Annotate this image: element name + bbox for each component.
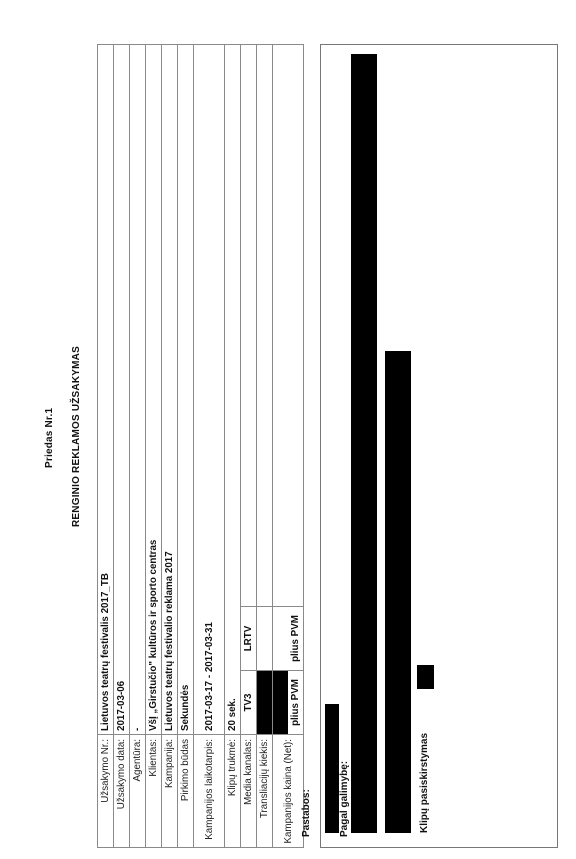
media-channel-label: Media kanalas: xyxy=(241,735,257,848)
purchase-method-label: Pirkimo būdas xyxy=(178,735,194,848)
channel-tv3: TV3 xyxy=(241,670,256,734)
client-value: VšĮ „Girstučio" kultūros ir sporto centras xyxy=(146,45,162,735)
document-title: RENGINIO REKLAMOS UŽSAKYMAS xyxy=(71,346,82,527)
agency-label: Agentūra: xyxy=(130,735,146,848)
order-table xyxy=(97,44,304,848)
campaign-period-label: Kampanijos laikotarpis: xyxy=(194,735,225,848)
campaign-value: Lietuvos teatrų festivalio reklama 2017 xyxy=(162,45,178,735)
annex-label: Priedas Nr.1 xyxy=(44,407,55,468)
purchase-method-value: Sekundės xyxy=(178,45,194,735)
table-row xyxy=(194,45,225,848)
table-row xyxy=(162,45,178,848)
order-date-label: Užsakymo data: xyxy=(114,735,130,848)
campaign-label: Kampanija: xyxy=(162,735,178,848)
redaction-block xyxy=(351,54,377,833)
client-label: Klientas: xyxy=(146,735,162,848)
price-lrtv: plius PVM xyxy=(290,615,301,662)
clip-duration-label: Klipų trukmė: xyxy=(225,735,241,848)
according-label: Pagal galimybę: xyxy=(339,760,350,837)
campaign-price-label: Kampanijos kaina (Net): xyxy=(273,735,304,848)
table-row xyxy=(146,45,162,848)
table-row xyxy=(130,45,146,848)
campaign-period-value: 2017-03-17 - 2017-03-31 xyxy=(194,45,225,735)
redaction-block xyxy=(273,671,288,734)
agency-value: - xyxy=(130,45,146,735)
table-row xyxy=(178,45,194,848)
broadcast-count-label: Transliacijų kiekis: xyxy=(257,735,273,848)
redaction-block xyxy=(417,665,434,689)
order-number-value: Lietuvos teatrų festivalis 2017_TB xyxy=(98,45,114,735)
order-date-value: 2017-03-06 xyxy=(114,45,130,735)
redaction-block xyxy=(325,704,339,833)
notes-label: Pastabos: xyxy=(301,789,312,837)
table-row xyxy=(241,45,257,848)
order-number-label: Užsakymo Nr.: xyxy=(98,735,114,848)
redaction-block xyxy=(385,351,411,833)
table-row xyxy=(114,45,130,848)
table-row xyxy=(257,45,273,848)
table-row xyxy=(273,45,304,848)
redaction-block xyxy=(257,670,272,734)
table-row xyxy=(98,45,114,848)
clip-distribution-label: Klipų pasiskirstymas xyxy=(419,732,430,833)
table-row xyxy=(225,45,241,848)
price-tv3: plius PVM xyxy=(290,679,301,726)
channel-lrtv: LRTV xyxy=(241,606,256,670)
clip-duration-value: 20 sek. xyxy=(225,45,241,735)
broadcast-cell-empty xyxy=(257,606,272,670)
